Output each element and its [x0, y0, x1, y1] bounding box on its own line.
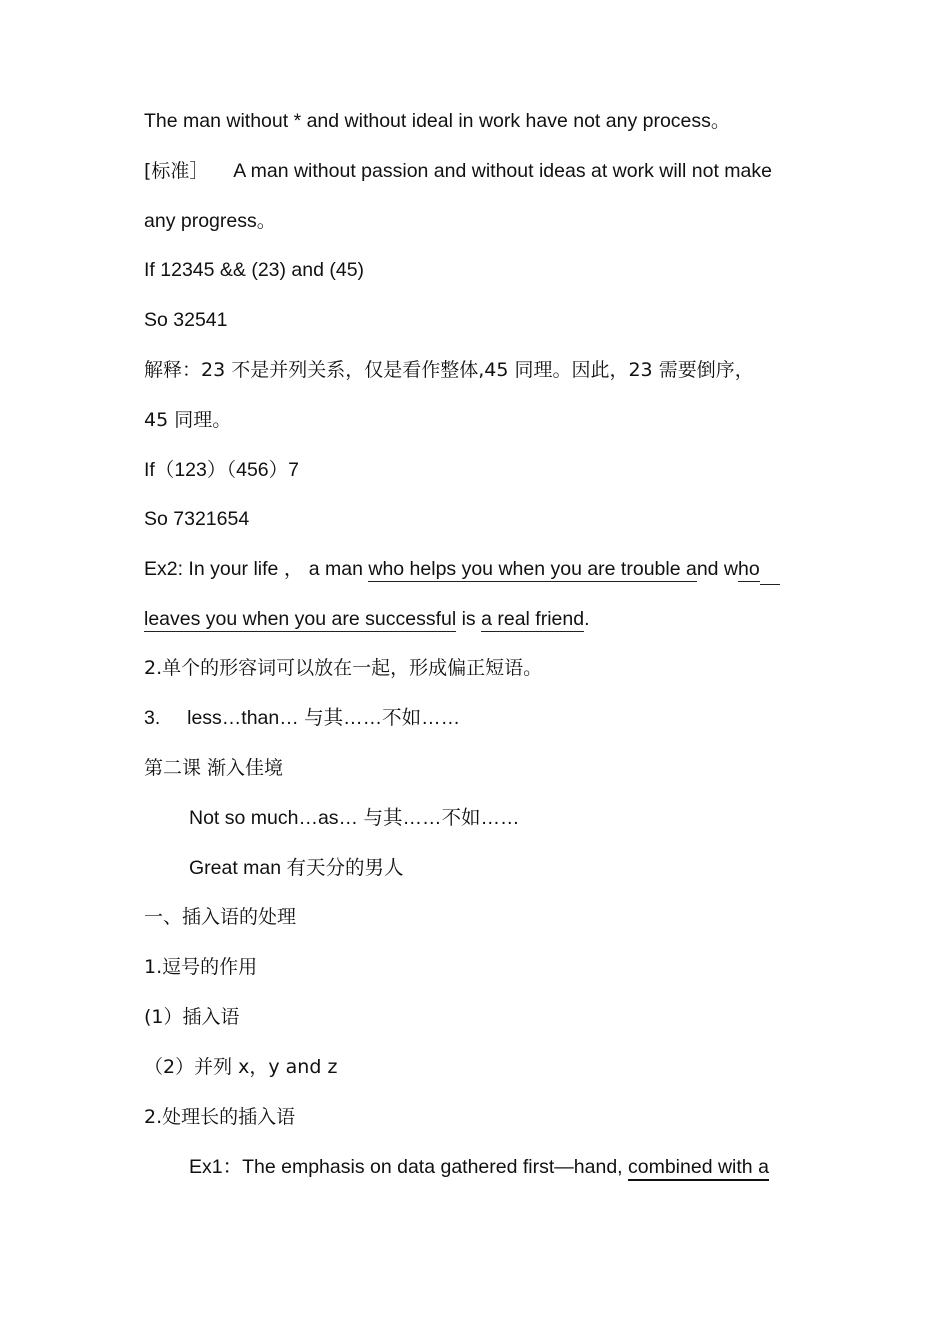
paragraph-line-7: 45 同理。	[144, 409, 232, 431]
list-item-2: （2）并列 x，y and z	[144, 1056, 338, 1078]
list-item-3-text: less…than… 与其……不如……	[187, 707, 461, 729]
paragraph-line-9: So 7321654	[144, 508, 250, 530]
paragraph-line-1: The man without * and without ideal in work have not any process。	[144, 110, 731, 132]
list-item-1: (1）插入语	[144, 1006, 240, 1028]
paragraph-line-13	[144, 704, 814, 732]
example-2-end: .	[584, 608, 590, 630]
paragraph-line-3: any progress。	[144, 210, 277, 232]
lesson-heading: 第二课 渐入佳境	[144, 757, 284, 779]
example-2-mid-1: nd w	[696, 558, 739, 580]
example-2-line-2	[144, 605, 814, 633]
subsection-heading-1: 1.逗号的作用	[144, 956, 258, 978]
paragraph-line-15: Not so much…as… 与其……不如……	[189, 807, 520, 829]
standard-tag: [标准］	[144, 160, 209, 182]
underlined-phrase: combined with a	[628, 1156, 769, 1181]
underline-tail	[760, 555, 780, 585]
standard-translation: A man without passion and without ideas at work will not make	[233, 160, 772, 182]
paragraph-line-12: 2.单个的形容词可以放在一起，形成偏正短语。	[144, 657, 543, 679]
paragraph-line-5: So 32541	[144, 309, 228, 331]
example-1-line	[189, 1153, 859, 1181]
underlined-clause-3: a real friend	[481, 608, 585, 630]
example-2-line-1	[144, 555, 814, 583]
underlined-clause-2b: leaves you when you are successful	[144, 608, 457, 630]
section-heading-1: 一、插入语的处理	[144, 906, 297, 928]
paragraph-line-6: 解释：23 不是并列关系，仅是看作整体,45 同理。因此，23 需要倒序，	[144, 359, 754, 381]
list-number-3: 3.	[144, 707, 161, 729]
paragraph-line-2	[144, 157, 814, 185]
example-2-mid-2: is	[456, 608, 482, 630]
subsection-heading-2: 2.处理长的插入语	[144, 1106, 296, 1128]
underlined-clause-1: who helps you when you are trouble a	[368, 558, 697, 580]
example-1-prefix: Ex1：The emphasis on data gathered first—hand,	[189, 1156, 628, 1178]
paragraph-line-4: If 12345 && (23) and (45)	[144, 259, 365, 281]
underlined-clause-2a: ho	[738, 558, 760, 580]
paragraph-line-16: Great man 有天分的男人	[189, 857, 404, 879]
paragraph-line-8: If（123）（456）7	[144, 459, 300, 481]
example-2-prefix: Ex2: In your life ， a man	[144, 558, 369, 580]
